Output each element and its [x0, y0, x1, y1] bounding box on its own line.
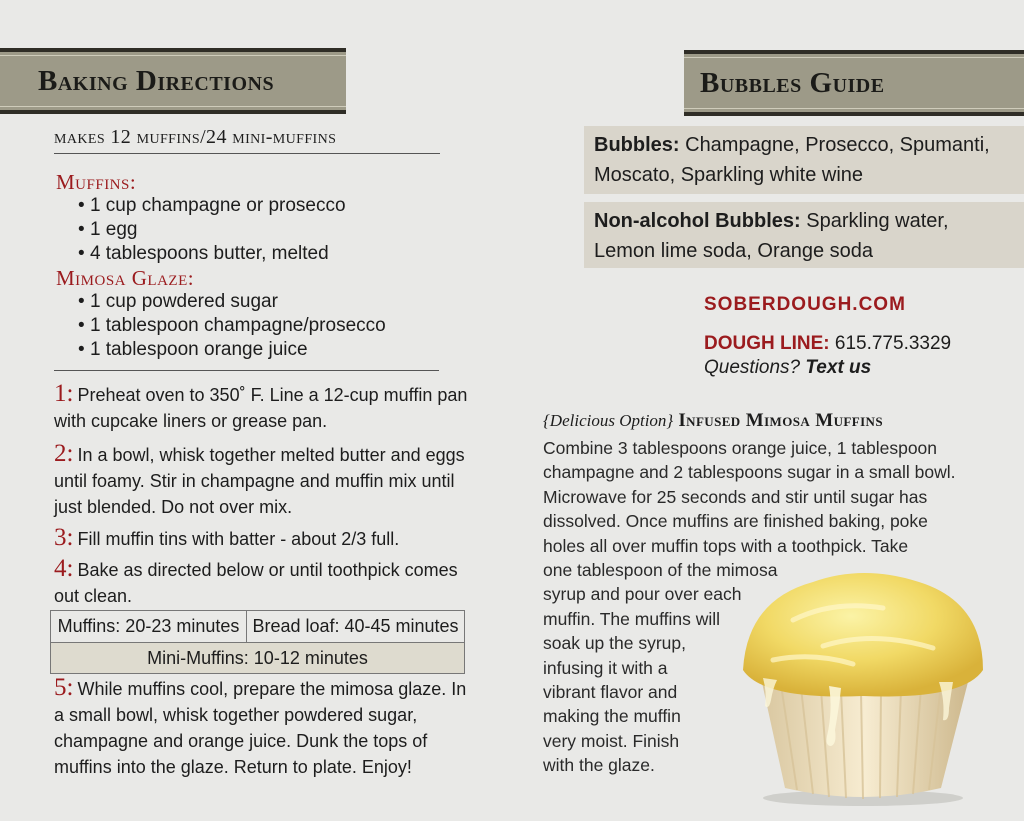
step-number: 4:	[54, 555, 74, 582]
step-number: 2:	[54, 440, 74, 467]
list-item: • 1 tablespoon champagne/prosecco	[78, 314, 386, 338]
step-text: Preheat oven to 350˚ F. Line a 12-cup muffin pan with cupcake liners or grease pan.	[54, 385, 468, 431]
list-item: • 1 egg	[78, 218, 346, 242]
step-text: Bake as directed below or until toothpick comes out clean.	[54, 560, 458, 606]
option-line: syrup and pour over each	[543, 584, 742, 604]
bubbles-guide-banner	[684, 50, 1024, 116]
baking-directions-title: Baking Directions	[38, 64, 275, 97]
mini-muffins-time: Mini-Muffins: 10-12 minutes	[51, 643, 464, 673]
step-text: Fill muffin tins with batter - about 2/3 full.	[77, 529, 400, 549]
step-number: 5:	[54, 674, 74, 701]
option-line: infusing it with a	[543, 658, 668, 678]
questions-line	[704, 357, 871, 379]
divider	[54, 370, 439, 371]
bubbles-text: Champagne, Prosecco, Spumanti, Moscato, Sparkling white wine	[594, 134, 990, 186]
option-line: champagne and 2 tablespoons sugar in a small bowl.	[543, 462, 956, 482]
option-line: one tablespoon of the mimosa	[543, 560, 778, 580]
dough-line	[704, 333, 951, 355]
muffins-time: Muffins: 20-23 minutes	[51, 611, 247, 642]
muffins-heading: Muffins:	[56, 170, 137, 194]
step-5	[54, 675, 474, 780]
option-line: vibrant flavor and	[543, 682, 678, 702]
option-line: muffin. The muffins will	[543, 609, 721, 629]
baking-time-table	[50, 610, 465, 674]
option-title	[543, 410, 883, 432]
option-line: Microwave for 25 seconds and stir until sugar has	[543, 487, 928, 507]
non-alcohol-box	[584, 202, 1024, 268]
phone-number[interactable]: 615.775.3329	[829, 333, 952, 354]
step-2	[54, 441, 474, 520]
glaze-heading: Mimosa Glaze:	[56, 266, 195, 290]
option-line: soak up the syrup,	[543, 633, 686, 653]
bread-loaf-time: Bread loaf: 40-45 minutes	[252, 616, 459, 636]
list-item: • 1 tablespoon orange juice	[78, 338, 386, 362]
non-alcohol-text: Sparkling water, Lemon lime soda, Orange soda	[594, 210, 949, 262]
list-item: • 1 cup champagne or prosecco	[78, 194, 346, 218]
option-name: Infused Mimosa Muffins	[673, 410, 883, 431]
step-4	[54, 556, 464, 609]
bubbles-label: Bubbles:	[594, 134, 680, 156]
option-line: with the glaze.	[543, 755, 655, 775]
list-item: • 4 tablespoons butter, melted	[78, 242, 346, 266]
bubbles-guide-title: Bubbles Guide	[700, 66, 885, 99]
step-text: In a bowl, whisk together melted butter and eggs until foamy. Stir in champagne and muffin mix until just blended. Do not over mix.	[54, 445, 465, 517]
muffin-image	[733, 560, 993, 810]
text-us: Text us	[805, 357, 872, 378]
step-number: 3:	[54, 524, 74, 551]
non-alcohol-label: Non-alcohol Bubbles:	[594, 210, 801, 232]
step-text: While muffins cool, prepare the mimosa glaze. In a small bowl, whisk together powdered sugar, champagne and orange juice. Dunk the tops of muffins into the glaze. Return to plate. Enjoy!	[54, 679, 467, 777]
option-line: dissolved. Once muffins are finished baking, poke	[543, 511, 928, 531]
step-1	[54, 381, 474, 434]
option-line: Combine 3 tablespoons orange juice, 1 tablespoon	[543, 438, 938, 458]
baking-directions-banner	[0, 48, 346, 114]
option-line: very moist. Finish	[543, 731, 680, 751]
list-item: • 1 cup powdered sugar	[78, 290, 386, 314]
option-line: making the muffin	[543, 706, 681, 726]
dough-line-label: DOUGH LINE:	[704, 333, 830, 354]
yield-line: makes 12 muffins/24 mini-muffins	[54, 126, 440, 154]
questions-text: Questions?	[704, 357, 806, 378]
website-link[interactable]: SOBERDOUGH.COM	[704, 294, 906, 315]
step-3	[54, 525, 474, 552]
glaze-ingredient-list	[78, 290, 386, 362]
step-number: 1:	[54, 380, 74, 407]
option-prefix: {Delicious Option}	[543, 411, 674, 430]
option-line: holes all over muffin tops with a toothpick. Take	[543, 536, 909, 556]
bubbles-box	[584, 126, 1024, 194]
muffins-ingredient-list	[78, 194, 346, 266]
